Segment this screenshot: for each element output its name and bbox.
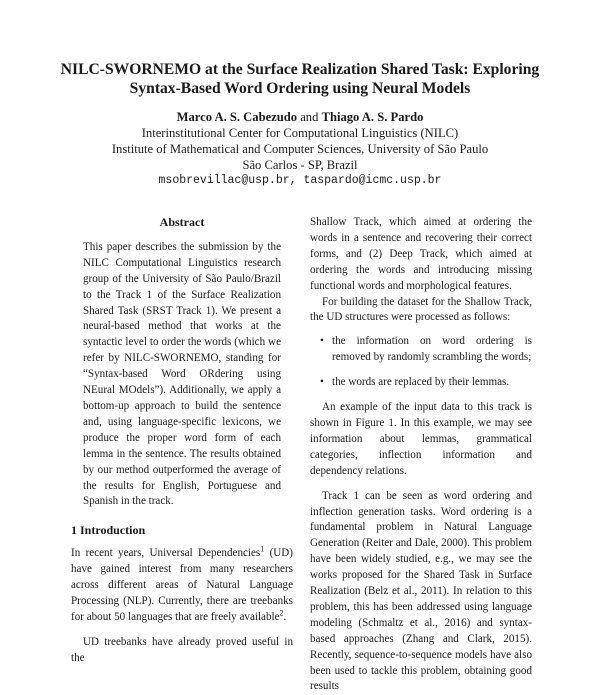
paper-title [40,60,560,98]
title-line-2: Syntax-Based Word Ordering using Neural Models [129,80,471,97]
bullet-icon: • [320,376,324,389]
bullet-icon: • [320,335,324,348]
author-block [40,109,560,189]
author-1: Marco A. S. Cabezudo [176,110,298,124]
author-emails: msobrevillac@usp.br, taspardo@icmc.usp.br [158,174,442,187]
body-paragraph-4: Track 1 can be seen as word ordering and inflection generation tasks. Word ordering is a fundamental problem in Natural Language Generation (Reiter and Dale, 2000). This problem have been widely studied, e.g., we may see the works proposed for the Shared Task in Surface Realization (Belz et al., 2011). In relation to this problem, this has been addressed using language modeling (Schmaltz et al., 2016) and syntax-based approaches (Zhang and Clark, 2015). Recently, sequence-to-sequence models have also been used to tackle this problem, obtaining good results [310,489,532,693]
abstract-text: This paper describes the submission by the NILC Computational Linguistics research group of the University of São Paulo/Brazil to the Track 1 of the Surface Realization Shared Task (SRST Track 1). We present a neural-based method that works at the syntactic level to order the words (which we refer by NILC-SWORNEMO, standing for “Syntax-based Word ORdering using NEural MOdels”). Additionally, we apply a bottom-up approach to build the sentence and, using language-specific lexicons, we produce the proper word form of each lemma in the sentence. The results obtained by our method outperformed the average of the results for English, Portuguese and Spanish in the track. [83,240,281,508]
body-paragraph-3: An example of the input data to this track is shown in Figure 1. In this example, we may see information about lemmas, grammatical categories, inflection information and dependency relations. [310,401,532,477]
abstract-heading: Abstract [159,215,205,229]
author-names [40,109,560,125]
body-paragraph-2: For building the dataset for the Shallow Track, the UD structures were processed as follows: [310,295,532,324]
location: São Carlos - SP, Brazil [242,158,358,172]
title-line-1: NILC-SWORNEMO at the Surface Realization Shared Task: Exploring [60,61,540,78]
right-column [310,215,532,695]
author-conjunction: and [300,110,319,124]
author-2: Thiago A. S. Pardo [321,110,424,124]
bullet-list [310,334,532,391]
affiliation-1: Interinstitutional Center for Computational Linguistics (NILC) [141,126,459,140]
affiliation-2: Institute of Mathematical and Computer Sciences, University of São Paulo [111,142,489,156]
body-paragraph-1: Shallow Track, which aimed at ordering the words in a sentence and recovering their correct forms, and (2) Deep Track, which aimed at ordering the words and introducing missing functional words and morphological features. [310,216,532,292]
list-item: • the words are replaced by their lemmas. [310,375,532,391]
list-item: • the information on word ordering is removed by randomly scrambling the words; [320,335,532,364]
section-heading-introduction: 1 Introduction [71,523,146,538]
left-column [71,215,293,667]
intro-paragraph-1: In recent years, Universal Dependencies$^1$ (UD) have gained interest from many researchers across different areas of Natural Language Processing (NLP). Currently, there are treebanks for about 50 languages that are freely available$^2$. [71,544,293,623]
footnote-marker-1: 1 [260,544,265,554]
intro-paragraph-2: UD treebanks have already proved useful in the [71,635,293,664]
footnote-marker-2: 2 [279,608,284,618]
